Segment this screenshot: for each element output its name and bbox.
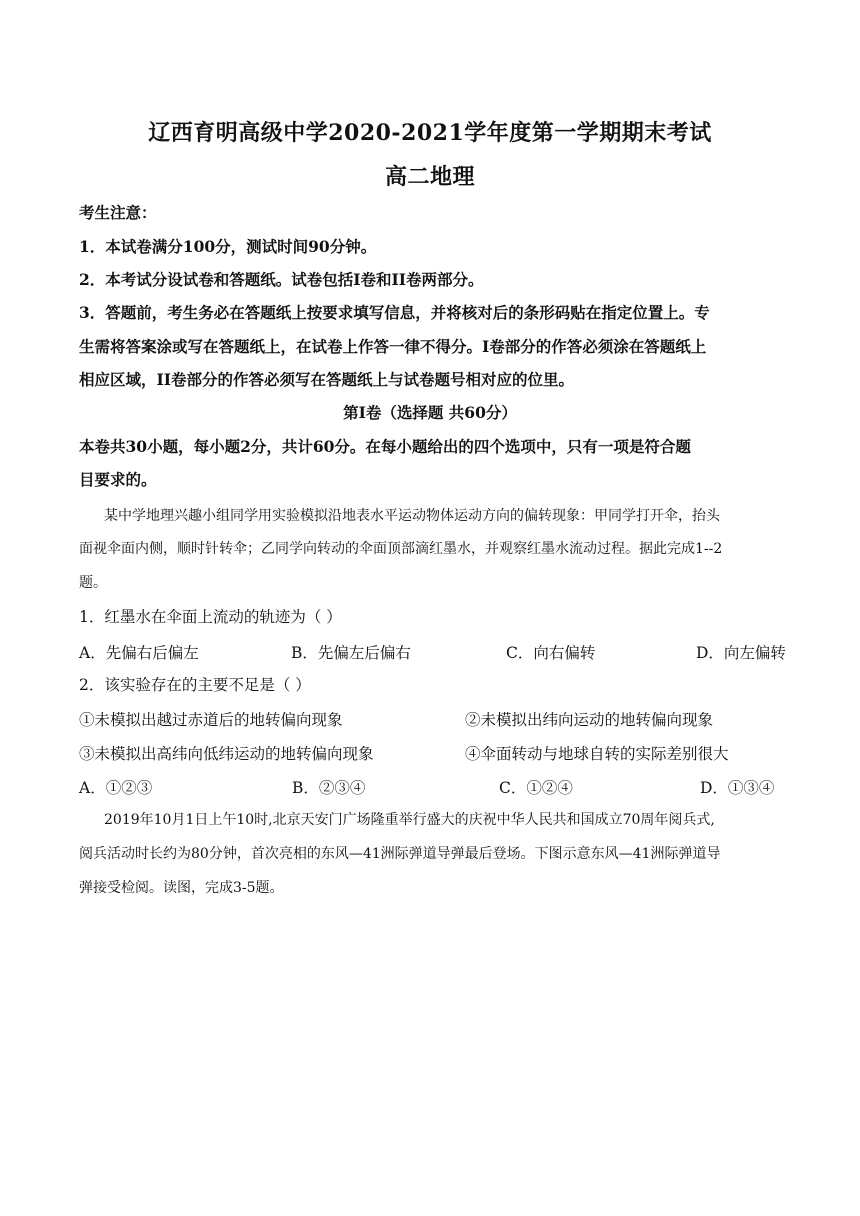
passage-line: 面视伞面内侧，顺时针转伞；乙同学向转动的伞面顶部滴红墨水，并观察红墨水流动过程。据此完成1--2 bbox=[79, 541, 723, 557]
section-instruction: 目要求的。 bbox=[79, 470, 157, 489]
notice-item: 3．答题前，考生务必在答题纸上按要求填写信息，并将核对后的条形码贴在指定位置上。专 bbox=[79, 303, 710, 322]
notice-item: 相应区域，II卷部分的作答必须写在答题纸上与试卷题号相对应的位里。 bbox=[79, 370, 575, 389]
option-c: C．①②④ bbox=[499, 779, 573, 797]
option-d: D．①③④ bbox=[700, 779, 775, 797]
notice-item: 1．本试卷满分100分，测试时间90分钟。 bbox=[79, 237, 377, 256]
question-options bbox=[79, 641, 785, 661]
option-b: B．②③④ bbox=[292, 779, 366, 797]
passage-line: 弹接受检阅。读图，完成3-5题。 bbox=[79, 880, 284, 896]
option-c: C．向右偏转 bbox=[506, 644, 596, 662]
passage-line: 题。 bbox=[79, 575, 107, 591]
statement-row bbox=[79, 708, 785, 728]
question-stem: 2．该实验存在的主要不足是（ ） bbox=[79, 676, 311, 694]
section-instruction: 本卷共30小题，每小题2分，共计60分。在每小题给出的四个选项中，只有一项是符合题 bbox=[79, 437, 691, 456]
option-b: B．先偏左后偏右 bbox=[291, 644, 411, 662]
option-d: D．向左偏转 bbox=[696, 644, 786, 662]
exam-subtitle: 高二地理 bbox=[384, 164, 475, 190]
statement-2: ②未模拟出纬向运动的地转偏向现象 bbox=[465, 711, 714, 729]
section-heading: 第I卷（选择题 共60分） bbox=[343, 403, 517, 422]
exam-title: 辽西育明高级中学2020-2021学年度第一学期期末考试 bbox=[148, 120, 712, 146]
passage-line: 2019年10月1日上午10时,北京天安门广场隆重举行盛大的庆祝中华人民共和国成立70周年阅兵式, bbox=[104, 812, 715, 828]
question-stem: 1．红墨水在伞面上流动的轨迹为（ ） bbox=[79, 608, 342, 626]
notice-heading: 考生注意： bbox=[79, 203, 157, 222]
passage-line: 阅兵活动时长约为80分钟，首次亮相的东风—41洲际弹道导弹最后登场。下图示意东风—41洲际弹道导 bbox=[79, 846, 721, 862]
statement-1: ①未模拟出越过赤道后的地转偏向现象 bbox=[79, 711, 343, 729]
passage-line: 某中学地理兴趣小组同学用实验模拟沿地表水平运动物体运动方向的偏转现象：甲同学打开伞，抬头 bbox=[104, 508, 720, 524]
statement-3: ③未模拟出高纬向低纬运动的地转偏向现象 bbox=[79, 745, 374, 763]
statement-row bbox=[79, 742, 785, 762]
question-options bbox=[79, 776, 785, 796]
option-a: A．先偏右后偏左 bbox=[79, 644, 199, 662]
notice-item: 2．本考试分设试卷和答题纸。试卷包括I卷和II卷两部分。 bbox=[79, 270, 484, 289]
option-a: A．①②③ bbox=[79, 779, 153, 797]
notice-item: 生需将答案涂或写在答题纸上，在试卷上作答一律不得分。I卷部分的作答必须涂在答题纸上 bbox=[79, 337, 707, 356]
statement-4: ④伞面转动与地球自转的实际差别很大 bbox=[465, 745, 729, 763]
